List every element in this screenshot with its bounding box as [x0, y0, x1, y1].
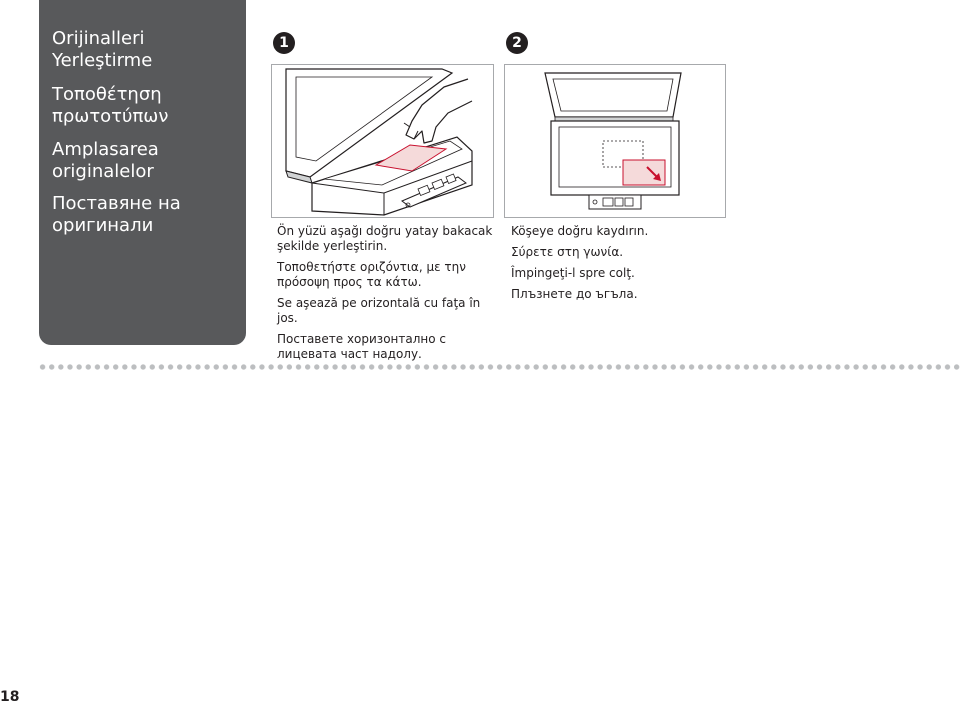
- sidebar-heading-turkish: Orijinalleri Yerleştirme: [52, 28, 153, 71]
- dotted-divider: [38, 363, 960, 371]
- sidebar-heading-greek: Τοποθέτηση πρωτοτύπων: [52, 84, 169, 127]
- page-number: 18: [0, 689, 20, 705]
- scanner-glass-slide-to-corner: [505, 65, 725, 217]
- step-1-caption-bulgarian: Поставете хоризонтално с лицевата част надолу.: [277, 332, 446, 361]
- step-1-caption-romanian: Se aşează pe orizontală cu faţa în jos.: [277, 296, 481, 325]
- sidebar-heading-bulgarian: Поставяне на оригинали: [52, 193, 181, 236]
- step-1-caption-turkish: Ön yüzü aşağı doğru yatay bakacak şekilde yerleştirin.: [277, 224, 493, 253]
- step-1-badge: 1: [273, 32, 295, 54]
- sidebar: [39, 0, 246, 345]
- step-2-captions: [511, 224, 731, 308]
- step-2-illustration: [504, 64, 726, 218]
- sidebar-heading-romanian: Amplasarea originalelor: [52, 139, 159, 182]
- step-2-caption-romanian: Împingeţi-l spre colţ.: [511, 266, 635, 280]
- scanner-lid-open-hand-placing-document: [272, 65, 493, 217]
- step-2-caption-turkish: Köşeye doğru kaydırın.: [511, 224, 649, 238]
- step-2-badge: 2: [506, 32, 528, 54]
- step-1-illustration: [271, 64, 494, 218]
- step-1-caption-greek: Τοποθετήστε οριζόντια, με την πρόσοψη προς τα κάτω.: [277, 260, 466, 289]
- step-2-caption-greek: Σύρετε στη γωνία.: [511, 245, 624, 259]
- step-2-caption-bulgarian: Плъзнете до ъгъла.: [511, 287, 638, 301]
- step-1-captions: [277, 224, 495, 368]
